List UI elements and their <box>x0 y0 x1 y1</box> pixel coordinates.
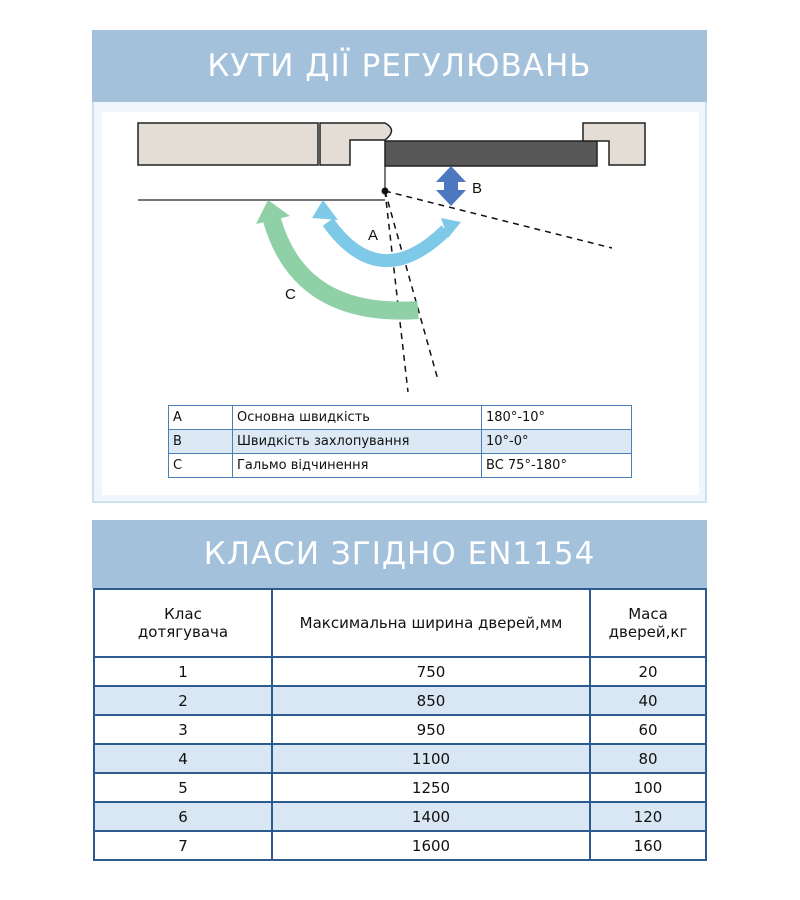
en1154-classes-title: КЛАСИ ЗГІДНО EN1154 <box>92 520 707 588</box>
dashed-position-75b <box>385 191 438 380</box>
classes-table <box>93 588 707 861</box>
mass-cell: 40 <box>590 686 706 715</box>
arrow-a-label: A <box>368 227 379 244</box>
legend-key: C <box>169 454 233 478</box>
legend-name: Гальмо відчинення <box>233 454 482 478</box>
table-row <box>94 686 706 715</box>
arrow-c-label: C <box>285 286 296 303</box>
class-cell: 3 <box>94 715 272 744</box>
legend-table <box>168 405 632 478</box>
arrow-b-head-up <box>436 166 466 182</box>
legend-row <box>169 406 632 430</box>
legend-key: A <box>169 406 233 430</box>
width-cell: 1250 <box>272 773 590 802</box>
table-row <box>94 744 706 773</box>
dashed-position-75a <box>385 191 408 392</box>
width-cell: 1100 <box>272 744 590 773</box>
classes-header-row <box>94 589 706 657</box>
frame-left-profile <box>320 123 392 165</box>
wall-left <box>138 123 318 165</box>
door-leaf <box>385 141 597 166</box>
class-cell: 1 <box>94 657 272 686</box>
table-row <box>94 802 706 831</box>
arrow-a-icon <box>328 222 446 261</box>
class-cell: 2 <box>94 686 272 715</box>
width-cell: 1600 <box>272 831 590 860</box>
legend-row <box>169 430 632 454</box>
legend-value: 180°-10° <box>482 406 632 430</box>
column-header-max-width: Максимальна ширина дверей,мм <box>272 589 590 657</box>
width-cell: 1400 <box>272 802 590 831</box>
table-row <box>94 715 706 744</box>
legend-value: BC 75°-180° <box>482 454 632 478</box>
width-cell: 850 <box>272 686 590 715</box>
class-cell: 6 <box>94 802 272 831</box>
width-cell: 950 <box>272 715 590 744</box>
door-closer-diagram <box>0 0 800 400</box>
mass-cell: 120 <box>590 802 706 831</box>
arrow-a-head-left <box>312 200 338 220</box>
class-cell: 4 <box>94 744 272 773</box>
legend-value: 10°-0° <box>482 430 632 454</box>
column-header-class: Клас дотягувача <box>94 589 272 657</box>
arrow-b-head-down <box>436 190 466 206</box>
class-cell: 5 <box>94 773 272 802</box>
dashed-position-10 <box>385 191 612 248</box>
table-row <box>94 831 706 860</box>
table-row <box>94 657 706 686</box>
mass-cell: 60 <box>590 715 706 744</box>
class-cell: 7 <box>94 831 272 860</box>
column-header-door-mass: Маса дверей,кг <box>590 589 706 657</box>
adjustment-angles-title: КУТИ ДІЇ РЕГУЛЮВАНЬ <box>92 30 707 102</box>
mass-cell: 160 <box>590 831 706 860</box>
arrow-b-label: B <box>472 180 483 197</box>
mass-cell: 20 <box>590 657 706 686</box>
width-cell: 750 <box>272 657 590 686</box>
legend-key: B <box>169 430 233 454</box>
mass-cell: 100 <box>590 773 706 802</box>
mass-cell: 80 <box>590 744 706 773</box>
legend-row <box>169 454 632 478</box>
table-row <box>94 773 706 802</box>
legend-name: Швидкість захлопування <box>233 430 482 454</box>
legend-name: Основна швидкість <box>233 406 482 430</box>
